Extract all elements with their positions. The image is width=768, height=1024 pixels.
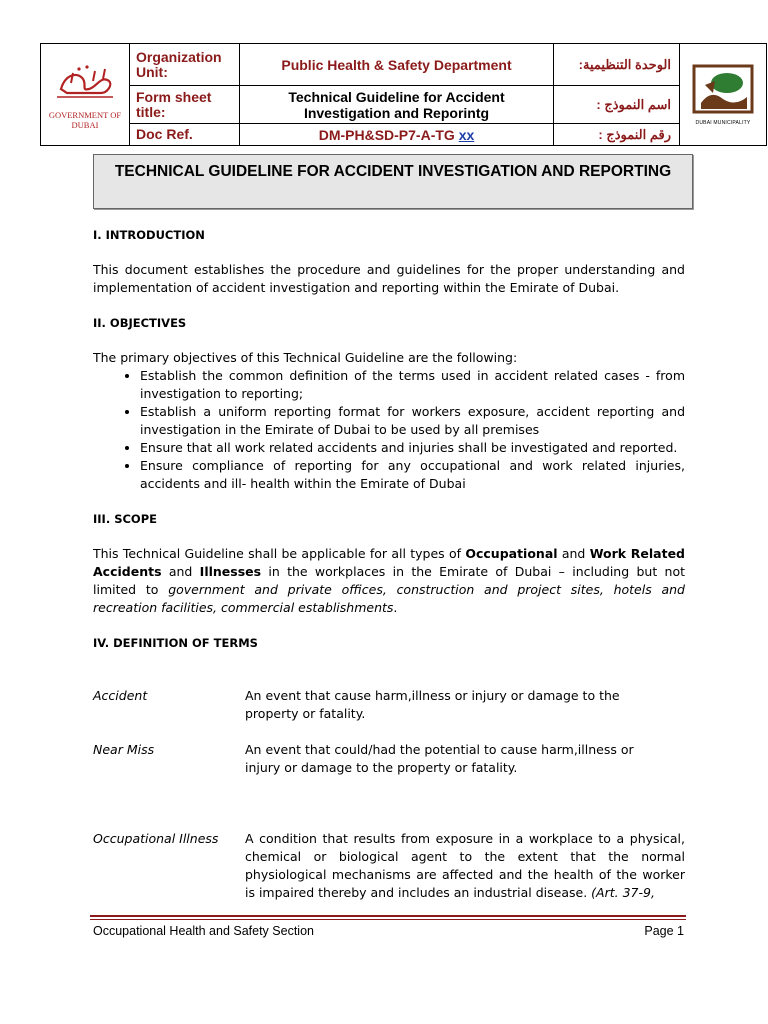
definition-reference: (Art. 37-9, bbox=[591, 885, 655, 900]
dubai-municipality-emblem-icon bbox=[691, 63, 755, 115]
form-title-label: Form sheet title: bbox=[130, 86, 240, 124]
dubai-municipality-logo bbox=[680, 44, 767, 146]
footer-divider-thin bbox=[90, 919, 686, 920]
doc-ref-label: Doc Ref. bbox=[130, 124, 240, 146]
form-title-arabic-label: اسم النموذج : bbox=[554, 86, 680, 124]
document-body bbox=[93, 226, 685, 902]
definition-near-miss: An event that could/had the potential to cause harm,illness or injury or damage to the property or fatality. bbox=[245, 742, 634, 775]
doc-ref-value: DM-PH&SD-P7-A-TG bbox=[318, 126, 455, 143]
definition-row bbox=[93, 687, 685, 723]
definitions-heading: IV. DEFINITION OF TERMS bbox=[93, 636, 258, 650]
dubai-municipality-text: DUBAI MUNICIPALITY bbox=[695, 120, 751, 126]
objectives-heading: II. OBJECTIVES bbox=[93, 316, 187, 330]
footer-divider bbox=[90, 915, 686, 917]
objectives-list bbox=[93, 367, 685, 493]
list-item: • Establish a uniform reporting format for workers exposure, accident reporting and investigation in the Emirate of Dubai to be used by all premises bbox=[140, 403, 685, 439]
term-accident: Accident bbox=[93, 688, 148, 703]
org-unit-value: Public Health & Safety Department bbox=[240, 44, 554, 86]
list-item: • Ensure compliance of reporting for any occupational and work related injuries, accidents and ill- health within the Emirate of Dubai bbox=[140, 457, 685, 493]
document-title: TECHNICAL GUIDELINE FOR ACCIDENT INVESTIGATION AND REPORTING bbox=[93, 154, 693, 209]
government-of-dubai-logo bbox=[41, 44, 130, 146]
org-unit-arabic-label: الوحدة التنظيمية: bbox=[554, 44, 680, 86]
list-item: • Ensure that all work related accidents and injuries shall be investigated and reported. bbox=[140, 439, 685, 457]
definition-row bbox=[93, 830, 685, 902]
objectives-lead: The primary objectives of this Technical Guideline are the following: bbox=[93, 350, 518, 365]
definition-row bbox=[93, 741, 685, 777]
term-near-miss: Near Miss bbox=[93, 742, 155, 757]
form-title-value: Technical Guideline for Accident Investigation and Reporintg bbox=[240, 86, 554, 124]
definition-accident: An event that cause harm,illness or injury or damage to the property or fatality. bbox=[245, 688, 620, 721]
doc-ref-arabic-label: رقم النموذج : bbox=[554, 124, 680, 146]
scope-heading: III. SCOPE bbox=[93, 512, 157, 526]
org-unit-label: Organization Unit: bbox=[130, 44, 240, 86]
document-header-table bbox=[40, 43, 767, 146]
doc-ref-suffix-link[interactable]: xx bbox=[458, 126, 475, 143]
term-occupational-illness: Occupational Illness bbox=[93, 831, 219, 846]
footer-section-name: Occupational Health and Safety Section bbox=[93, 924, 314, 938]
introduction-heading: I. INTRODUCTION bbox=[93, 228, 205, 242]
list-item: • Establish the common definition of the terms used in accident related cases - from investigation to reporting; bbox=[140, 367, 685, 403]
introduction-text: This document establishes the procedure and guidelines for the proper understanding and implementation of accident investigation and reporting within the Emirate of Dubai. bbox=[93, 262, 685, 295]
definition-occupational-illness: A condition that results from exposure in a workplace to a physical, chemical or biological agent to the extent that the normal physiological mechanisms are affected and the health of the worker is impaired thereby and includes an industrial disease. (Art. 37-9, bbox=[245, 831, 685, 900]
doc-ref-value-cell bbox=[240, 124, 554, 146]
government-of-dubai-text: GOVERNMENT OF DUBAI bbox=[48, 110, 122, 130]
footer-page-number: Page 1 bbox=[644, 924, 684, 938]
scope-text: This Technical Guideline shall be applicable for all types of Occupational and Work Related Accidents and Illnesses in the workplaces in the Emirate of Dubai – including but not limited to government and private offices, construction and project sites, hotels and recreation facilities, commercial establishments. bbox=[93, 546, 686, 615]
